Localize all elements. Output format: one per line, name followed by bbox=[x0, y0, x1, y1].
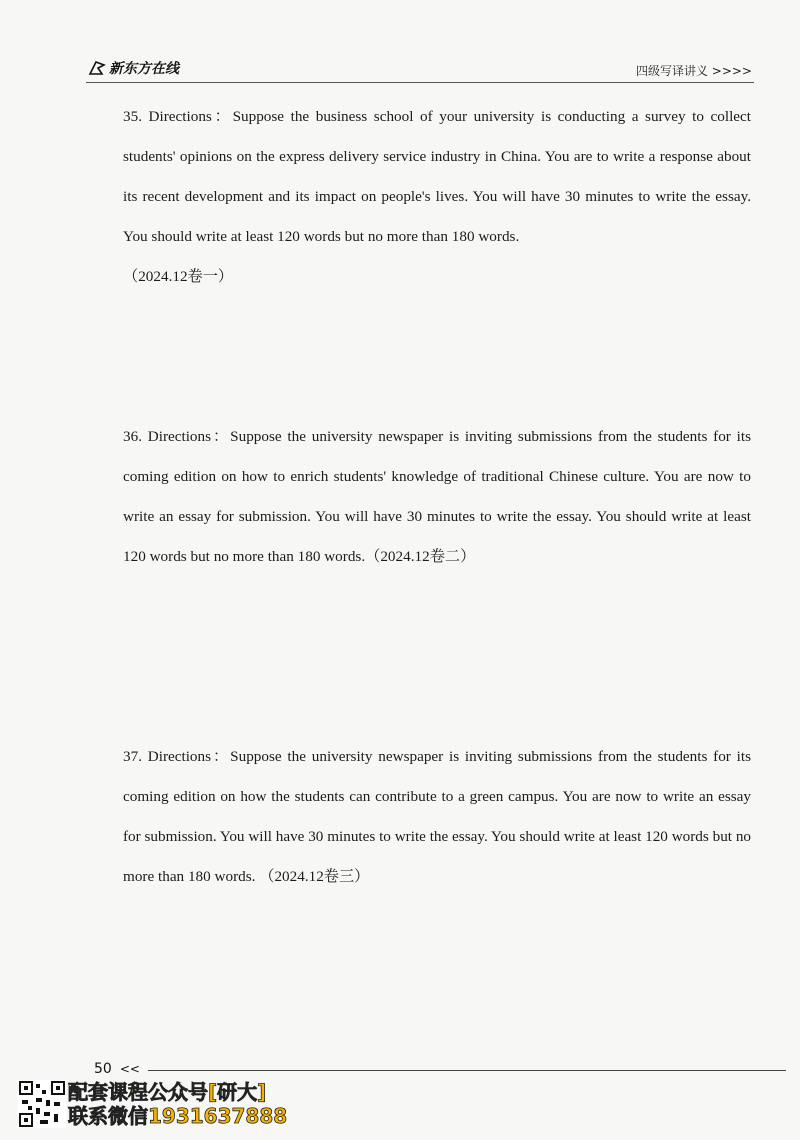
qr-code-icon bbox=[18, 1080, 66, 1128]
question-source: （2024.12卷二） bbox=[365, 548, 476, 565]
question-text: 36. Directions：Suppose the university newspaper is inviting submissions from the students for its coming edition on how to enrich students' knowledge of traditional Chinese culture. You are now to write an essay for submission. You will have 30 minutes to write the essay. You should write at least 120 words but no more than 180 words. bbox=[123, 428, 751, 565]
promo-watermark bbox=[68, 1080, 287, 1128]
brand-name: 新东方在线 bbox=[109, 61, 179, 77]
header-divider bbox=[86, 82, 754, 83]
question-text: 37. Directions：Suppose the university newspaper is inviting submissions from the students for its coming edition on how the students can contribute to a green campus. You are now to write an essay for submission. You will have 30 minutes to write the essay. You should write at least 120 words but no more than 180 words. bbox=[123, 748, 752, 885]
section-title: 四级写译讲义 >>>> bbox=[635, 64, 752, 78]
question-36 bbox=[123, 417, 751, 577]
question-35 bbox=[123, 97, 751, 297]
question-37 bbox=[123, 737, 751, 897]
page-number: 50 bbox=[94, 1061, 112, 1077]
question-source: （2024.12卷一） bbox=[123, 268, 234, 285]
brand-logo-icon bbox=[88, 59, 106, 77]
question-text: 35. Directions：Suppose the business school of your university is conducting a survey to collect students' opinions on the express delivery service industry in China. You are to write a response about its recent development and its impact on people's lives. You will have 30 minutes to write the essay. You should write at least 120 words but no more than 180 words. bbox=[123, 108, 751, 245]
footer-chevrons: << bbox=[119, 1062, 140, 1076]
footer-divider bbox=[148, 1070, 786, 1071]
page-footer bbox=[94, 1061, 786, 1077]
promo-line-1: 配套课程公众号[研大] bbox=[68, 1080, 267, 1104]
promo-line-2: 联系微信1931637888 bbox=[68, 1104, 288, 1128]
brand-logo bbox=[88, 58, 179, 78]
question-source: （2024.12卷三） bbox=[259, 868, 370, 885]
